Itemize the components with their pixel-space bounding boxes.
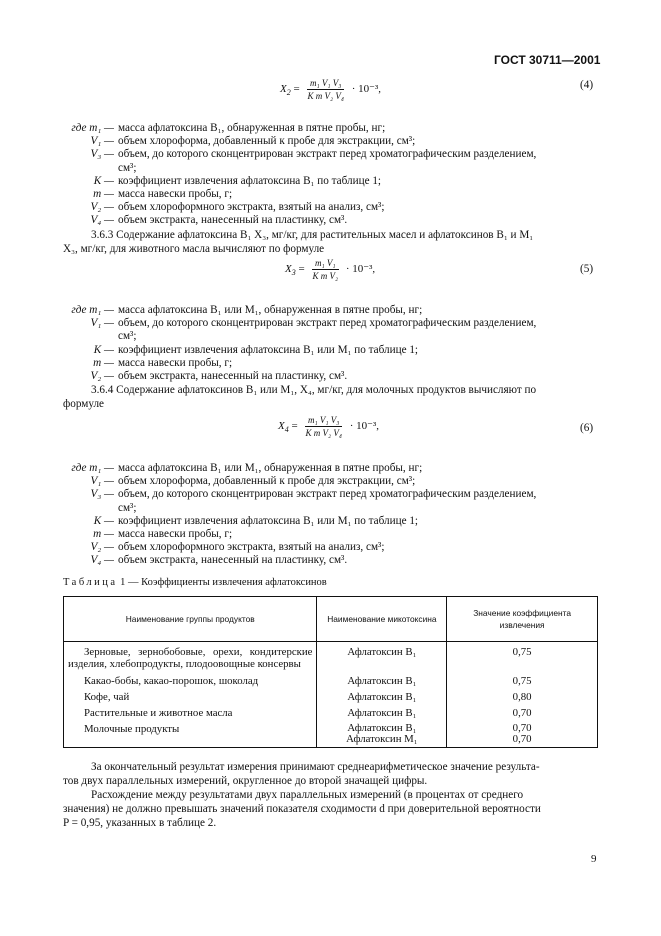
variable-row: K — коэффициент извлечения афлатоксина B₁ или M₁ по таблице 1; — [93, 514, 419, 527]
paragraph-3-6-4-line-1: 3.6.4 Содержание афлатоксинов B₁ или M₁, X₄, мг/кг, для молочных продуктов вычисляют по — [91, 384, 537, 396]
cell-toxin: Афлатоксин B₁ — [317, 670, 447, 687]
formula-4: $X_2$ = $\frac{\text{m₁ V₁ V₃}}{\text{K m V₂ V₄}}$ · 10⁻³, — [280, 78, 381, 101]
formula-6-fraction — [302, 415, 345, 438]
variable-row: m — масса навески пробы, г; — [93, 187, 233, 200]
table-1-caption: Таблица 1 — Коэффициенты извлечения афлатоксинов — [63, 577, 327, 588]
cell-coefficient: 0,75 — [447, 642, 598, 671]
variable-row: m — масса навески пробы, г; — [93, 527, 233, 540]
paragraph-3-6-3-line-2: X₃, мг/кг, для животного масла вычисляют по формуле — [63, 243, 325, 255]
variable-row: V₁ — объем хлороформа, добавленный к пробе для экстракции, см³; — [90, 135, 416, 148]
formula-4-variables — [0, 122, 661, 228]
variable-row: K — коэффициент извлечения афлатоксина B₁ по таблице 1; — [93, 174, 382, 187]
variable-row: m — масса навески пробы, г; — [93, 356, 233, 369]
formula-4-fraction — [304, 78, 347, 101]
formula-6-denominator: K m V₂ V₄ — [305, 428, 342, 438]
formula-5-denominator: K m V₂ — [312, 271, 339, 281]
cell-toxin: Афлатоксин B₁ — [317, 642, 447, 671]
final-paragraph-2-line-3: P = 0,95, указанных в таблице 2. — [63, 817, 217, 829]
paragraph-3-6-3-line-1: 3.6.3 Содержание афлатоксина B₁ X₃, мг/кг, для растительных масел и афлатоксинов B₁ и M₁ — [91, 229, 534, 241]
cell-toxin: Афлатоксин B₁ — [317, 703, 447, 719]
variable-row: см³; — [118, 330, 137, 343]
final-paragraph-1-line-2: тов двух параллельных измерений, округленное до второй значащей цифры. — [63, 775, 428, 787]
document-standard-number: ГОСТ 30711—2001 — [494, 53, 601, 67]
formula-5-factor: · 10⁻³, — [345, 263, 376, 276]
table-row — [64, 719, 598, 748]
variable-row: см³; — [118, 501, 137, 514]
cell-coefficient: 0,75 — [447, 670, 598, 687]
variable-row: где m₁ — масса афлатоксина B₁ или M₁, обнаруженная в пятне пробы, нг; — [71, 462, 423, 474]
formula-4-number: (4) — [580, 79, 594, 91]
formula-4-factor: · 10⁻³, — [351, 83, 381, 96]
variable-row: V₄ — объем экстракта, нанесенный на пластинку, см³. — [90, 554, 348, 567]
variable-row: V₂ — объем хлороформного экстракта, взятый на анализ, см³; — [90, 201, 385, 214]
cell-product: Зерновые, зернобобовые, орехи, кондитерские изделия, хлебопродукты, плодоовощные консервы — [64, 642, 317, 671]
cell-product: Какао-бобы, какао-порошок, шоколад — [64, 670, 317, 687]
formula-5-numerator: m₁ V₁ — [312, 258, 339, 270]
formula-5-fraction — [309, 258, 341, 281]
formula-6-number: (6) — [580, 422, 594, 434]
cell-coefficient — [447, 719, 598, 748]
formula-4-numerator: m₁ V₁ V₃ — [307, 78, 344, 90]
cell-coefficient: 0,80 — [447, 687, 598, 703]
page-number: 9 — [591, 853, 597, 865]
formula-4-denominator: K m V₂ V₄ — [307, 91, 344, 101]
formula-5-number: (5) — [580, 263, 594, 275]
variable-row: см³; — [118, 161, 137, 174]
table-row — [64, 642, 598, 671]
table-row — [64, 670, 598, 687]
paragraph-3-6-4-line-2: формуле — [63, 398, 104, 410]
cell-product: Растительные и животное масла — [64, 703, 317, 719]
variable-row: K — коэффициент извлечения афлатоксина B₁ или M₁ по таблице 1; — [93, 343, 419, 356]
cell-toxin — [317, 719, 447, 748]
variable-row: V₃ — объем, до которого сконцентрирован экстракт перед хроматографическим разделением, — [90, 488, 537, 501]
formula-5-variables — [0, 304, 661, 383]
formula-5: $X_3$ = $\frac{\text{m₁ V₁}}{\text{K m V₂}}$ · 10⁻³, — [285, 258, 376, 281]
cell-coefficient-line-1: 0,70 — [512, 722, 532, 734]
variable-row: V₂ — объем хлороформного экстракта, взятый на анализ, см³; — [90, 541, 385, 554]
table-1 — [63, 596, 598, 748]
table-row — [64, 687, 598, 703]
cell-toxin-line-2: Афлатоксин M₁ — [346, 733, 418, 745]
formula-6-lhs: $X_4$ — [278, 420, 289, 435]
formula-6-variables — [0, 462, 661, 568]
table-header-row — [64, 597, 598, 642]
column-header-coefficient: Значение коэффициента извлечения — [447, 597, 598, 642]
variable-row: V₁ — объем, до которого сконцентрирован экстракт перед хроматографическим разделением, — [90, 317, 537, 330]
variable-row: V₃ — объем, до которого сконцентрирован экстракт перед хроматографическим разделением, — [90, 148, 537, 161]
variable-row: где m₁ — масса афлатоксина B₁ или M₁, обнаруженная в пятне пробы, нг; — [71, 304, 423, 316]
column-header-toxin: Наименование микотоксина — [317, 597, 447, 642]
variable-row: V₁ — объем хлороформа, добавленный к пробе для экстракции, см³; — [90, 475, 416, 488]
column-header-product: Наименование группы продуктов — [64, 597, 317, 642]
final-paragraph-1-line-1: За окончательный результат измерения принимают среднеарифметическое значение результа- — [91, 761, 540, 773]
cell-product: Молочные продукты — [64, 719, 317, 748]
cell-toxin-line-1: Афлатоксин B₁ — [347, 722, 417, 734]
cell-coefficient-line-2: 0,70 — [512, 733, 532, 745]
variable-row: V₂ — объем экстракта, нанесенный на пластинку, см³. — [90, 369, 348, 382]
cell-coefficient: 0,70 — [447, 703, 598, 719]
formula-5-lhs: $X_3$ — [285, 263, 296, 278]
variable-row: где m₁ — масса афлатоксина B₁, обнаруженная в пятне пробы, нг; — [71, 122, 386, 134]
cell-toxin: Афлатоксин B₁ — [317, 687, 447, 703]
cell-product: Кофе, чай — [64, 687, 317, 703]
formula-4-lhs: $X_2$ — [280, 83, 291, 98]
variable-row: V₄ — объем экстракта, нанесенный на пластинку, см³. — [90, 214, 348, 227]
formula-6: $X_4$ = $\frac{\text{m₁ V₁ V₃}}{\text{K m V₂ V₄}}$ · 10⁻³, — [278, 415, 379, 438]
final-paragraph-2-line-2: значения) не должно превышать значений показателя сходимости d при доверительной вероятности — [63, 803, 541, 815]
formula-6-numerator: m₁ V₁ V₃ — [305, 415, 342, 427]
final-paragraph-2-line-1: Расхождение между результатами двух параллельных измерений (в процентах от среднего — [91, 789, 524, 801]
table-row — [64, 703, 598, 719]
formula-6-factor: · 10⁻³, — [349, 420, 379, 433]
